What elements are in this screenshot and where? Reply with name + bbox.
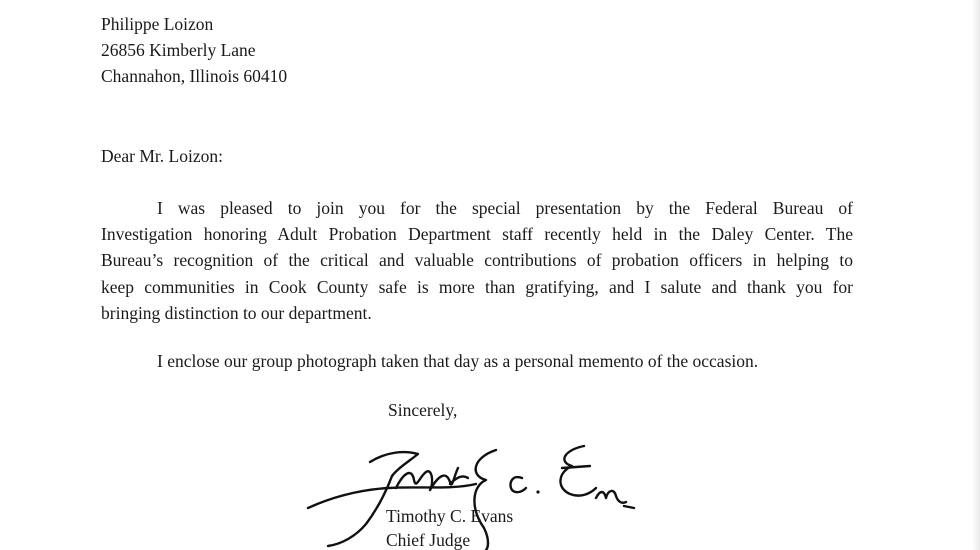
- recipient-city: Channahon, Illinois 60410: [101, 66, 288, 86]
- closing: Sincerely,: [388, 400, 458, 420]
- recipient-name: Philippe Loizon: [101, 14, 214, 34]
- signer-title: Chief Judge: [386, 530, 471, 550]
- body-paragraph-2: I enclose our group photograph taken that day as a personal memento of the occasion.: [157, 351, 759, 371]
- signer-name: Timothy C. Evans: [386, 506, 514, 526]
- page-edge-shadow: [972, 0, 980, 550]
- paragraph-line: I was pleased to join you for the special presentation by the Federal Bureau of: [157, 198, 853, 218]
- paragraph-line: bringing distinction to our department.: [101, 302, 372, 323]
- body-paragraph-1: [101, 195, 853, 326]
- paragraph-line: Bureau’s recognition of the critical and valuable contributions of probation officers in helping to: [101, 250, 853, 271]
- recipient-street: 26856 Kimberly Lane: [101, 40, 256, 60]
- paragraph-line: Investigation honoring Adult Probation Department staff recently held in the Daley Center. The: [101, 224, 853, 245]
- paragraph-line: keep communities in Cook County safe is more than gratifying, and I salute and thank you for: [101, 276, 853, 297]
- salutation: Dear Mr. Loizon:: [101, 146, 223, 166]
